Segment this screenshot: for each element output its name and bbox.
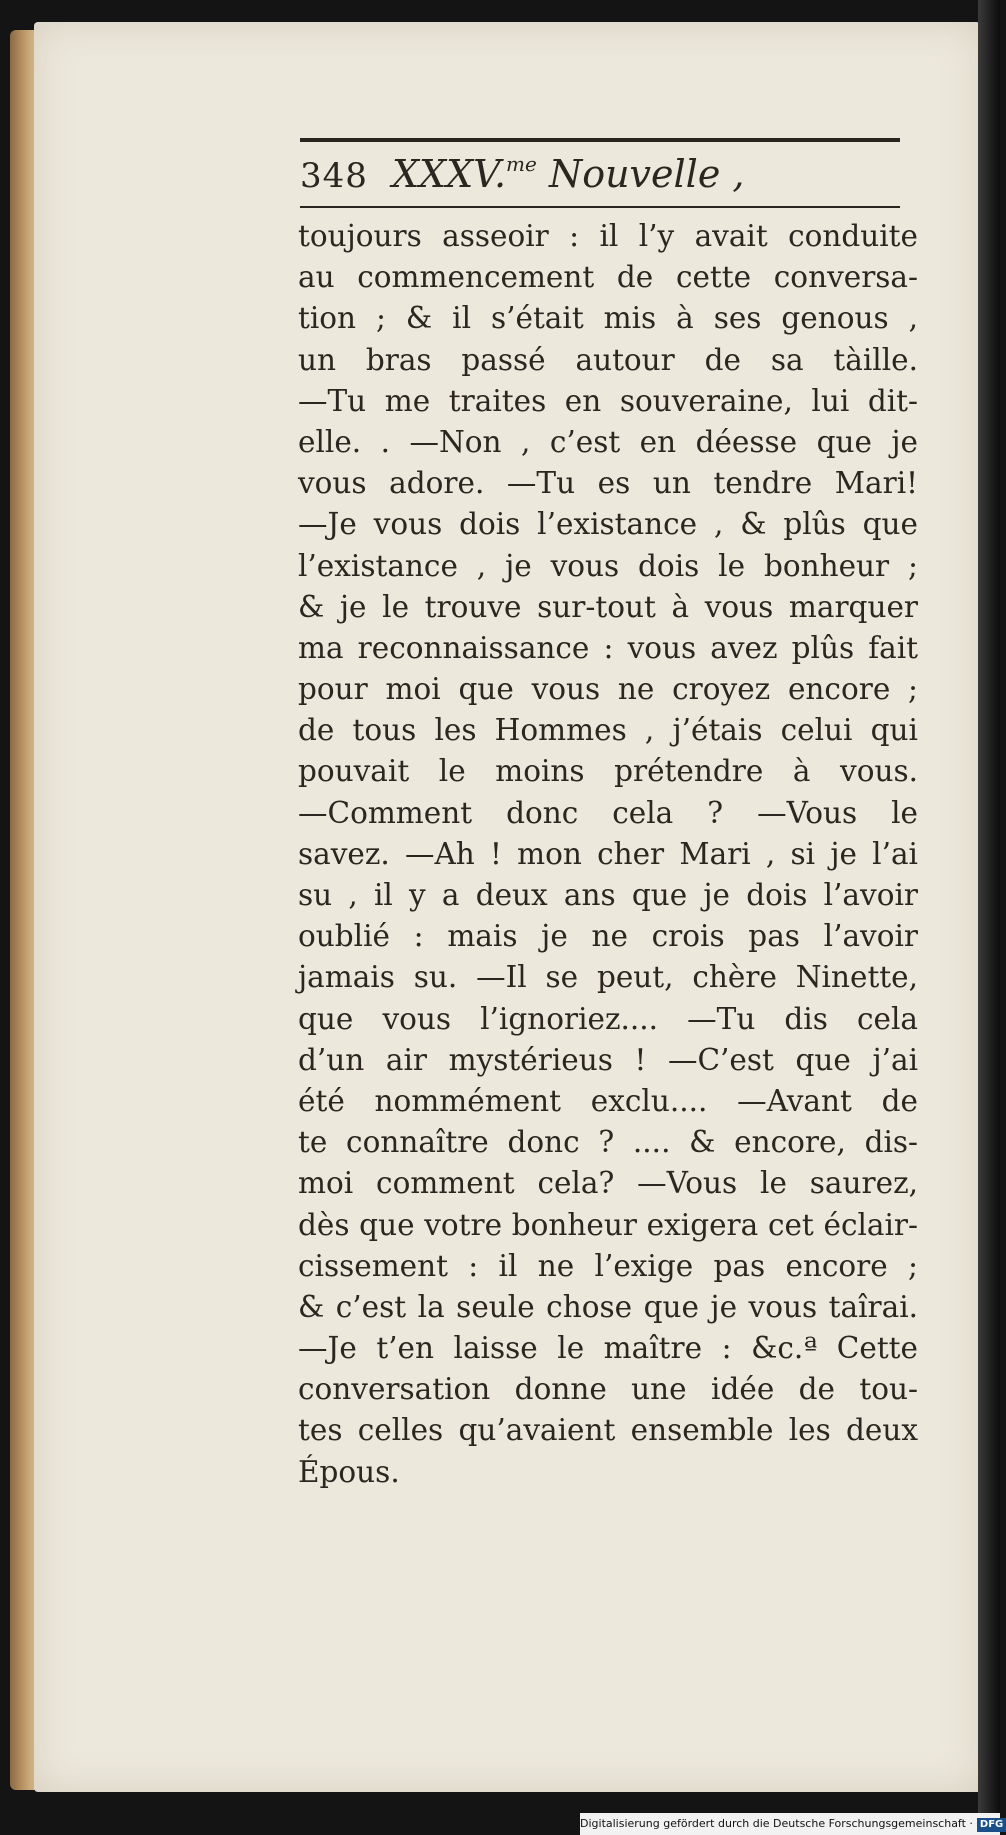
running-header [300,150,900,202]
text-line: au commencement de cette conversa- [298,260,918,295]
text-line: elle. . —Non , c’est en déesse que je [298,424,918,459]
text-line: de tous les Hommes , j’étais celui qui [298,713,918,748]
text-line: ma reconnaissance : vous avez plûs fait [298,630,918,665]
text-line: tion ; & il s’était mis à ses genous , [298,301,918,336]
text-line: —Je t’en laisse le maître : &c.ª Cette [298,1331,918,1366]
running-title-superscript: me [506,152,537,176]
text-line: vous adore. —Tu es un tendre Mari! [298,466,918,501]
running-title-main: XXXV. [392,152,507,196]
running-title [392,152,744,196]
body-text [298,216,918,1493]
text-line: toujours asseoir : il l’y avait conduite [298,219,918,253]
text-line: su , il y a deux ans que je dois l’avoir [298,878,918,912]
text-line: l’existance , je vous dois le bonheur ; [298,548,918,583]
text-line: —Je vous dois l’existance , & plûs que [298,507,918,542]
text-line: pouvait le moins prétendre à vous. [298,754,918,789]
digitization-credit [580,1813,1004,1835]
text-line: jamais su. —Il se peut, chère Ninette, [298,960,918,995]
text-line: —Tu me traites en souveraine, lui dit- [298,383,918,418]
header-rule-bottom [300,206,900,208]
text-line: un bras passé autour de sa tàille. [298,342,918,377]
text-line: —Comment donc cela ? —Vous le [298,795,918,830]
page-number: 348 [300,156,368,196]
text-line: cissement : il ne l’exige pas encore ; [298,1248,918,1283]
binding-shadow [978,0,1000,1835]
text-line: savez. —Ah ! mon cher Mari , si je l’ai [298,836,918,871]
text-line: Épous. [298,1454,400,1489]
text-line: d’un air mystérieus ! —C’est que j’ai [298,1042,918,1077]
text-line: moi comment cela? —Vous le saurez, [298,1166,918,1201]
text-line: & je le trouve sur-tout à vous marquer [298,589,918,624]
text-line: tes celles qu’avaient ensemble les deux [298,1413,918,1448]
text-line: que vous l’ignoriez.... —Tu dis cela [298,1001,918,1036]
text-line: te connaître donc ? .... & encore, dis- [298,1125,918,1160]
text-line: pour moi que vous ne croyez encore ; [298,672,918,707]
text-line: conversation donne une idée de tou- [298,1372,918,1407]
text-line: & c’est la seule chose que je vous taîrai. [298,1289,918,1324]
text-line: dès que votre bonheur exigera cet éclair- [298,1207,918,1242]
text-line: oublié : mais je ne crois pas l’avoir [298,919,918,954]
credit-text: Digitalisierung gefördert durch die Deutsche Forschungsgemeinschaft · [580,1817,973,1830]
text-line: été nommément exclu.... —Avant de [298,1083,918,1118]
dfg-logo: DFG [977,1818,1006,1832]
header-rule-top [300,138,900,142]
running-title-rest: Nouvelle , [548,152,745,196]
